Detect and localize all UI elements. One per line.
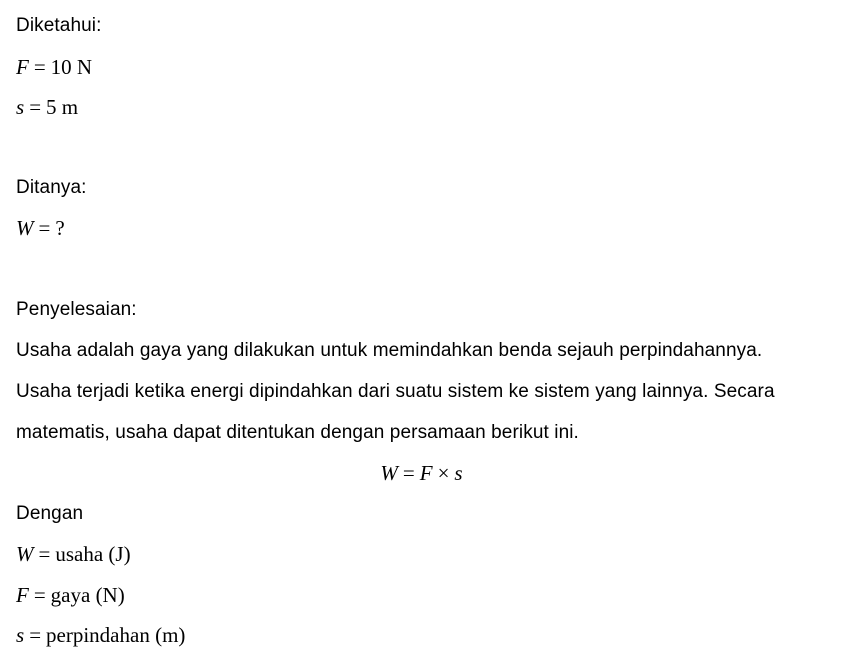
work-formula — [0, 459, 843, 487]
equals-sign: = — [29, 95, 42, 119]
solution-heading: Penyelesaian: — [16, 299, 137, 320]
definition-symbol: W — [16, 542, 34, 566]
equals-sign: = — [38, 542, 51, 566]
definition-work — [16, 540, 131, 568]
definition-text: usaha (J) — [55, 542, 131, 566]
known-force — [16, 53, 92, 81]
asked-work — [16, 214, 65, 242]
known-distance — [16, 93, 78, 121]
equals-sign: = — [33, 583, 46, 607]
paragraph-line: matematis, usaha dapat ditentukan dengan persamaan berikut ini. — [16, 422, 579, 443]
equals-sign: = — [38, 216, 51, 240]
distance-value: 5 m — [46, 95, 79, 119]
formula-distance: s — [454, 461, 463, 485]
equals-sign: = — [29, 623, 42, 647]
equals-sign: = — [402, 461, 415, 485]
times-sign: × — [437, 461, 450, 485]
force-value: 10 N — [50, 55, 93, 79]
formula-lhs: W — [380, 461, 398, 485]
definition-text: gaya (N) — [50, 583, 125, 607]
definition-force — [16, 581, 125, 609]
equals-sign: = — [33, 55, 46, 79]
work-symbol: W — [16, 216, 34, 240]
definition-symbol: F — [16, 583, 29, 607]
formula-force: F — [419, 461, 433, 485]
paragraph-line: Usaha terjadi ketika energi dipindahkan dari suatu sistem ke sistem yang lainnya. Secara — [16, 381, 775, 402]
work-value: ? — [55, 216, 65, 240]
definition-distance — [16, 621, 185, 649]
definition-symbol: s — [16, 623, 25, 647]
distance-symbol: s — [16, 95, 25, 119]
definition-text: perpindahan (m) — [46, 623, 186, 647]
with-label: Dengan — [16, 503, 84, 524]
force-symbol: F — [16, 55, 29, 79]
known-heading: Diketahui: — [16, 15, 102, 36]
asked-heading: Ditanya: — [16, 177, 87, 198]
paragraph-line: Usaha adalah gaya yang dilakukan untuk memindahkan benda sejauh perpindahannya. — [16, 340, 763, 361]
